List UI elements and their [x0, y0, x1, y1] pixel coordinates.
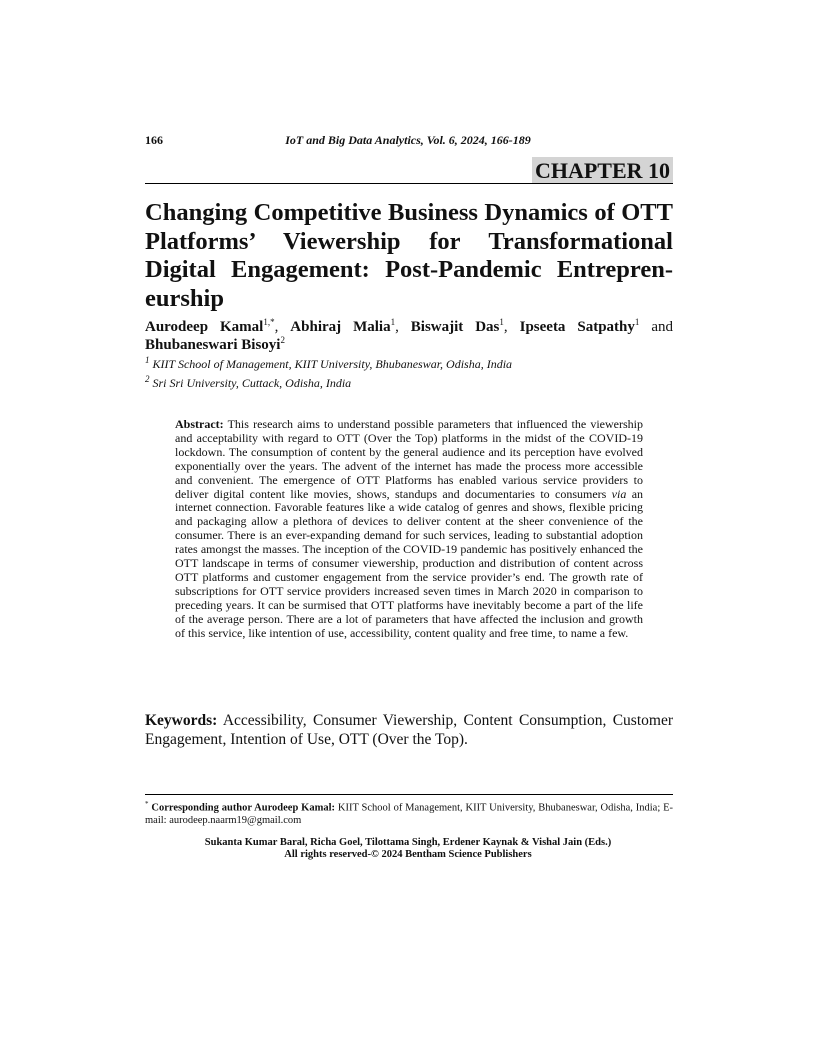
copyright-line: All rights reserved-© 2024 Bentham Science Publishers [284, 849, 532, 860]
affiliation: $^1$ KIIT School of Management, KIIT University, Bhubaneswar, Odisha, India [145, 355, 513, 371]
author-list: Aurodeep Kamal$^{1,*}$, Abhiraj Malia$^1$, Biswajit Das$^1$, Ipseeta Satpathy$^1$ and Bhubaneswari Bisoyi$^2$ [145, 317, 674, 353]
footnote-rule [145, 794, 673, 795]
affiliation: $^2$ Sri Sri University, Cuttack, Odisha, India [145, 374, 352, 390]
author-name: Biswajit Das$^1$ [410, 317, 504, 335]
author-name: Abhiraj Malia$^1$ [290, 317, 396, 335]
editors-line: Sukanta Kumar Baral, Richa Goel, Tilottama Singh, Erdener Kaynak & Vishal Jain (Eds.) [204, 837, 612, 848]
chapter-label: CHAPTER 10 [532, 157, 673, 184]
running-title: IoT and Big Data Analytics, Vol. 6, 2024, 166-189 [285, 133, 531, 147]
author-name: Aurodeep Kamal$^{1,*}$ [145, 317, 275, 335]
author-name: Bhubaneswari Bisoyi$^2$ [145, 335, 285, 353]
page-number: 166 [145, 133, 163, 147]
abstract: Abstract: This research aims to understand possible parameters that influenced the viewership and acceptability with regard to OTT (Over the Top) platforms in the midst of the COVID-19 lockdown. The consumption of content by the general audience and its perception have evolved exponentially over the years. The advent of the internet has made the process more accessible and convenient. The emergence of OTT Platforms has enabled various service providers to deliver digital content like movies, shows, standups and documentaries to consumers via an internet connection. Favorable features like a wide catalog of genres and shows, flexible pricing and packaging allow a plethora of devices to deliver content at the sheer convenience of the consumer. There is an ever-expanding demand for such services, leading to substantial adoption rates amongst the masses. The inception of the COVID-19 pandemic has positively enhanced the OTT landscape in terms of consumer viewership, production and distribution of content across OTT platforms and customer engagement from the service provider’s end. The growth rate of subscriptions for OTT service providers increased seven times in March 2020 in comparison to preceding years. It can be surmised that OTT platforms have inevitably become a part of the life of the average person. There are a lot of parameters that have affected the inclusion and growth of this service, like intention of use, accessibility, content quality and free time, to name a few. [175, 417, 644, 640]
abstract-label: Abstract: [175, 417, 224, 431]
keywords-label: Keywords: [145, 712, 218, 729]
author-name: Ipseeta Satpathy$^1$ [519, 317, 640, 335]
footnote: * Corresponding author Aurodeep Kamal: KIIT School of Management, KIIT University, Bhubaneswar, Odisha, India; E-mail: aurodeep.naarm19@gmail.com [145, 800, 674, 826]
editors-credit [0, 837, 816, 861]
paper-title: Changing Competitive Business Dynamics of OTT Platforms’ Viewership for Transformational Digital Engagement: Post-Pandemic Entrepren-eurship [145, 199, 673, 312]
title-rule [145, 183, 673, 184]
author-conjunction: and [651, 319, 674, 335]
keywords: Keywords: Accessibility, Consumer Viewership, Content Consumption, Customer Engagement, Intention of Use, OTT (Over the Top). [145, 712, 673, 748]
